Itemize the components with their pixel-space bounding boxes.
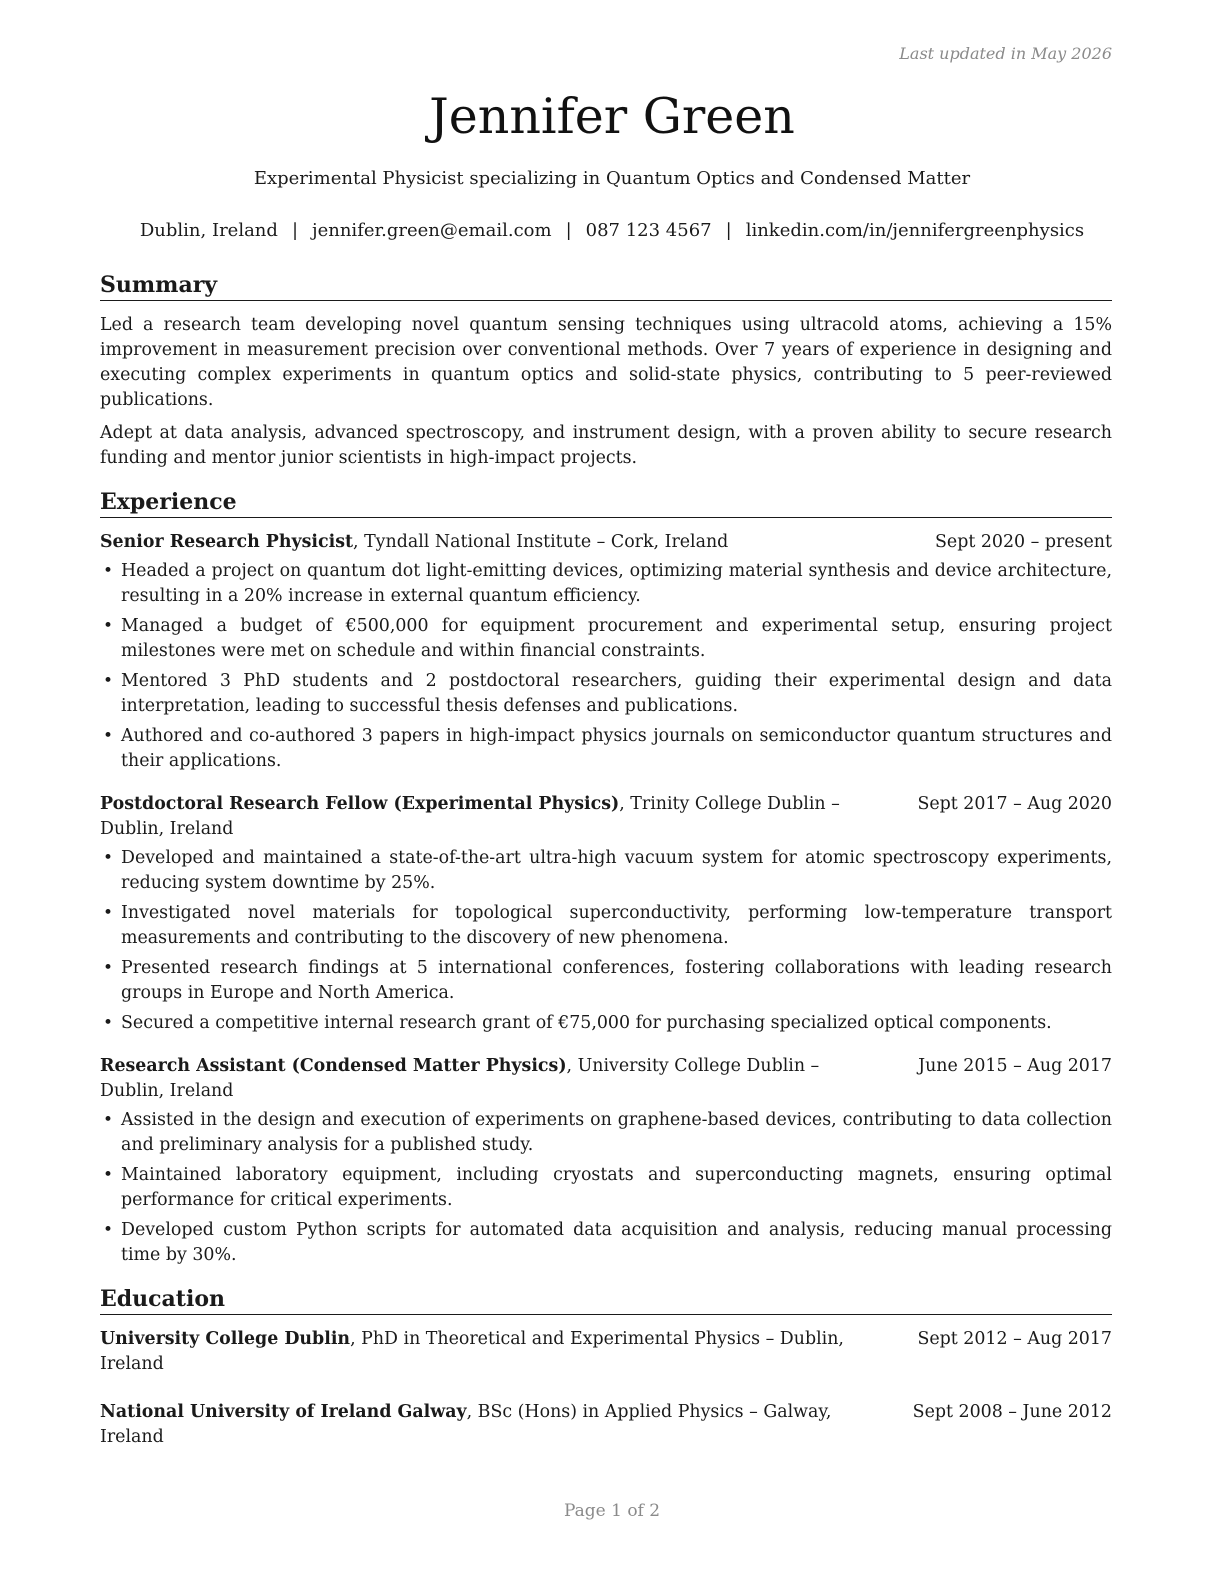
bullet-item — [100, 1218, 1112, 1268]
bullet-text: Developed custom Python scripts for automated data acquisition and analysis, reducing manual processing time by 30%. — [121, 1220, 1112, 1265]
last-updated-note: Last updated in May 2026 — [899, 44, 1112, 63]
job-dates: June 2015 – Aug 2017 — [918, 1056, 1112, 1076]
education-school: National University of Ireland Galway — [100, 1402, 467, 1422]
bullet-item — [100, 956, 1112, 1006]
education-entry — [100, 1327, 1112, 1377]
bullet-icon: • — [103, 726, 114, 746]
job-header — [100, 530, 1112, 555]
page-number: Page 1 of 2 — [563, 1501, 661, 1521]
education-detail: , PhD in Theoretical and Experimental Physics – Dublin, Ireland — [100, 1329, 844, 1374]
bullet-text: Assisted in the design and execution of experiments on graphene-based devices, contributing to data collection and preliminary analysis for a published study. — [121, 1110, 1112, 1155]
job-title: Research Assistant (Condensed Matter Physics) — [100, 1056, 567, 1076]
job-bullets — [100, 1108, 1112, 1268]
bullet-item — [100, 846, 1112, 896]
contact-location: Dublin, Ireland — [139, 220, 278, 241]
summary-heading: Summary — [100, 268, 1112, 301]
job-organization: , Trinity College Dublin – Dublin, Ireland — [100, 794, 840, 839]
job-bullets — [100, 846, 1112, 1036]
resume-body — [100, 268, 1112, 1473]
bullet-item — [100, 1163, 1112, 1213]
education-entry — [100, 1400, 1112, 1450]
contact-separator: | — [725, 220, 732, 241]
job-dates: Sept 2017 – Aug 2020 — [917, 794, 1112, 814]
job-entry — [100, 792, 1112, 1036]
education-detail: , BSc (Hons) in Applied Physics – Galway, Ireland — [100, 1402, 832, 1447]
bullet-text: Mentored 3 PhD students and 2 postdoctoral researchers, guiding their experimental design and data interpretation, leading to successful thesis defenses and publications. — [121, 671, 1112, 716]
bullet-text: Presented research findings at 5 international conferences, fostering collaborations with leading research groups in Europe and North America. — [121, 958, 1112, 1003]
bullet-icon: • — [103, 671, 114, 691]
job-title: Postdoctoral Research Fellow (Experimental Physics) — [100, 794, 620, 814]
job-header — [100, 792, 1112, 842]
job-entry — [100, 530, 1112, 774]
bullet-text: Authored and co-authored 3 papers in high-impact physics journals on semiconductor quantum structures and their applications. — [121, 726, 1112, 771]
contact-email[interactable]: jennifer.green@email.com — [312, 220, 552, 241]
education-dates: Sept 2008 – June 2012 — [912, 1402, 1112, 1422]
experience-heading: Experience — [100, 485, 1112, 518]
education-dates: Sept 2012 – Aug 2017 — [917, 1329, 1112, 1349]
bullet-text: Secured a competitive internal research grant of €75,000 for purchasing specialized optical components. — [121, 1013, 1052, 1033]
job-organization: , Tyndall National Institute – Cork, Ireland — [353, 532, 729, 552]
job-title: Senior Research Physicist — [100, 532, 354, 552]
bullet-text: Maintained laboratory equipment, including cryostats and superconducting magnets, ensuring optimal performance for critical experiments. — [121, 1165, 1112, 1210]
bullet-item — [100, 669, 1112, 719]
contact-phone: 087 123 4567 — [585, 220, 712, 241]
job-dates: Sept 2020 – present — [934, 532, 1112, 552]
contact-linkedin[interactable]: linkedin.com/in/jennifergreenphysics — [745, 220, 1085, 241]
candidate-name: Jennifer Green — [429, 88, 795, 145]
bullet-icon: • — [103, 958, 114, 978]
bullet-icon: • — [103, 1013, 114, 1033]
job-organization: , University College Dublin – Dublin, Ireland — [100, 1056, 820, 1101]
bullet-text: Headed a project on quantum dot light-emitting devices, optimizing material synthesis and device architecture, resulting in a 20% increase in external quantum efficiency. — [121, 561, 1112, 606]
summary-paragraph: Led a research team developing novel quantum sensing techniques using ultracold atoms, achieving a 15% improvement in measurement precision over conventional methods. Over 7 years of experience in designing and executing complex experiments in quantum optics and solid-state physics, contributing to 5 peer-reviewed publications. — [100, 315, 1112, 410]
summary-paragraph: Adept at data analysis, advanced spectroscopy, and instrument design, with a proven ability to secure research funding and mentor junior scientists in high-impact projects. — [100, 423, 1112, 468]
bullet-icon: • — [103, 1220, 114, 1240]
bullet-item — [100, 724, 1112, 774]
contact-separator: | — [291, 220, 299, 241]
bullet-icon: • — [103, 903, 114, 923]
bullet-icon: • — [103, 1165, 114, 1185]
job-header — [100, 1054, 1112, 1104]
bullet-icon: • — [103, 848, 114, 868]
education-school: University College Dublin — [100, 1329, 351, 1349]
bullet-icon: • — [103, 561, 114, 581]
job-entry — [100, 1054, 1112, 1268]
bullet-icon: • — [103, 616, 114, 636]
education-heading: Education — [100, 1282, 1112, 1315]
contact-line — [0, 218, 1224, 244]
job-bullets — [100, 559, 1112, 774]
bullet-item — [100, 559, 1112, 609]
bullet-item — [100, 1108, 1112, 1158]
bullet-icon: • — [103, 1110, 114, 1130]
bullet-item — [100, 1011, 1112, 1036]
bullet-text: Investigated novel materials for topological superconductivity, performing low-temperature transport measurements and contributing to the discovery of new phenomena. — [121, 903, 1112, 948]
contact-separator: | — [565, 220, 572, 241]
tagline: Experimental Physicist specializing in Quantum Optics and Condensed Matter — [253, 168, 971, 189]
bullet-item — [100, 901, 1112, 951]
bullet-text: Managed a budget of €500,000 for equipment procurement and experimental setup, ensuring project milestones were met on schedule and within financial constraints. — [121, 616, 1112, 661]
bullet-item — [100, 614, 1112, 664]
bullet-text: Developed and maintained a state-of-the-art ultra-high vacuum system for atomic spectroscopy experiments, reducing system downtime by 25%. — [121, 848, 1112, 893]
